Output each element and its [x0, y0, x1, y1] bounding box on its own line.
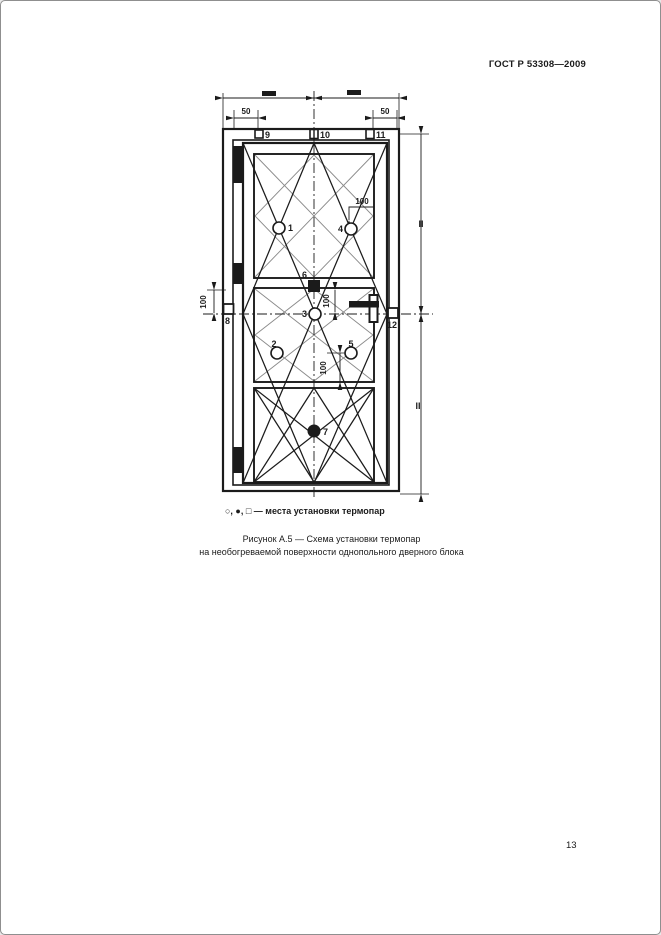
figure-caption [1, 533, 661, 558]
page-number: 13 [566, 840, 577, 851]
tc5-label: 5 [348, 339, 354, 349]
tc10-label: 10 [320, 130, 331, 140]
tc1-label: 1 [288, 223, 294, 233]
tc12-label: 12 [387, 320, 398, 330]
tc11-label: 11 [376, 130, 386, 140]
standard-number-header: ГОСТ Р 53308—2009 [488, 59, 586, 70]
tc3-label: 3 [301, 309, 307, 319]
tc8-square-icon [224, 304, 234, 314]
tc4-label: 4 [337, 224, 343, 234]
dim-label-blob-left [262, 91, 276, 96]
dim-height-upper: II [418, 219, 424, 229]
tc9-square-icon [255, 130, 263, 138]
hinge-bottom-icon [234, 447, 243, 473]
hinges [234, 146, 243, 473]
hinge-middle-icon [234, 263, 243, 284]
figure-a5 [1, 1, 661, 935]
tc11-square-icon [366, 130, 374, 139]
figure-caption-line1: Рисунок А.5 — Схема установки термопар [242, 534, 421, 544]
tc7-label: 7 [323, 427, 329, 437]
hinge-top-icon [234, 146, 243, 183]
tc6-filled-square-icon [308, 280, 320, 292]
dim-100-hinge: 100 [199, 295, 208, 309]
figure-caption-line2: на необогреваемой поверхности однопольного дверного блока [199, 546, 464, 557]
tc2-label: 2 [271, 339, 277, 349]
tc4-open-circle-icon [345, 223, 357, 235]
tc7-filled-circle-icon [308, 425, 321, 438]
dim-100-middle: 100 [322, 294, 331, 308]
door-handle-icon [349, 295, 379, 322]
dim-100-tc4: 100 [355, 197, 369, 206]
tc9-label: 9 [265, 130, 271, 140]
tc12-square-icon [388, 308, 398, 318]
tc3-open-circle-icon [309, 308, 321, 320]
door-thermocouple-diagram [186, 83, 448, 507]
tc6-label: 6 [301, 270, 307, 280]
tc1-open-circle-icon [273, 222, 285, 234]
dim-label-blob-right [347, 90, 361, 95]
dim-100-tc5: 100 [319, 361, 328, 375]
dim-height-lower: II [415, 401, 421, 411]
dim-50-right: 50 [380, 107, 390, 116]
width-dimension-blobs [262, 90, 361, 96]
figure-legend: ○, ●, □ — места установки термопар [225, 506, 385, 516]
tc8-label: 8 [225, 316, 231, 326]
dim-50-left: 50 [241, 107, 251, 116]
